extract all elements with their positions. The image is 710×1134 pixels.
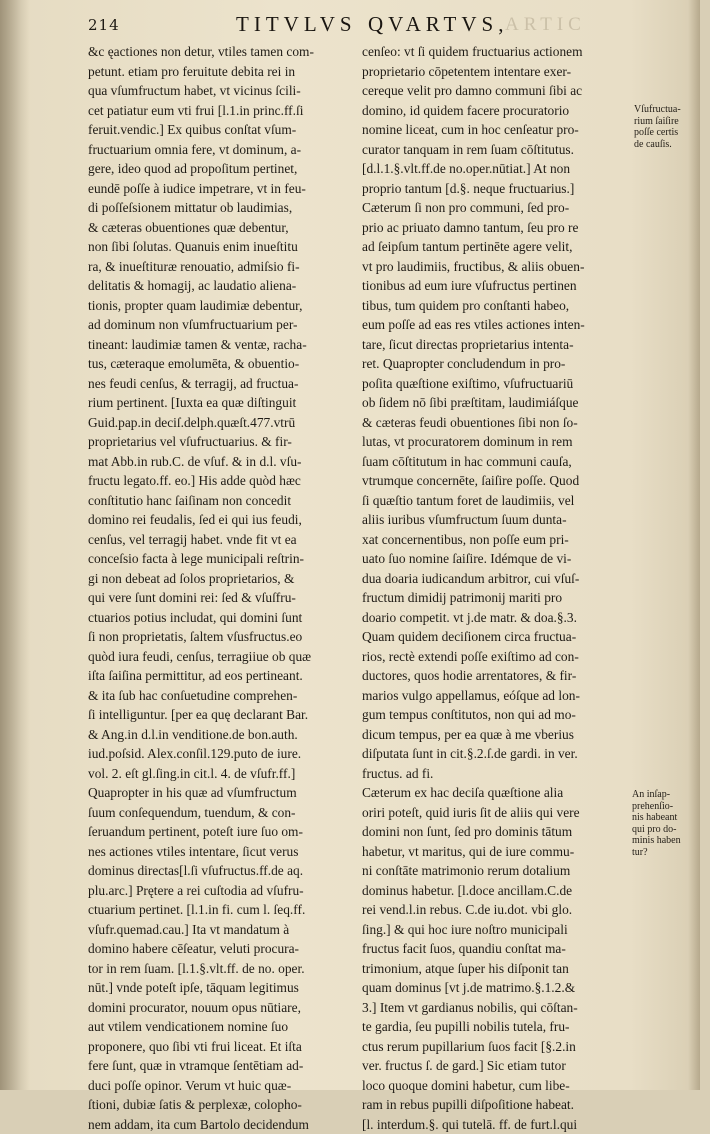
margin-note-line: prehenſio- bbox=[632, 801, 708, 813]
text-line: quòd iura feudi, cenſus, terragiiue ob quæ bbox=[88, 647, 358, 667]
text-line: 3.] Item vt gardianus nobilis, qui cōſtan- bbox=[362, 998, 632, 1018]
text-line: plu.arc.] Prętere a rei cuſtodia ad vſufru- bbox=[88, 881, 358, 901]
margin-note-question bbox=[632, 789, 708, 858]
page-number: 214 bbox=[88, 16, 120, 34]
text-line: tor in rem ſuam. [l.1.§.vlt.ff. de no. oper. bbox=[88, 959, 358, 979]
text-line: & cæteras feudi obuentiones ſibi non ſo- bbox=[362, 413, 632, 433]
text-line: fere ſunt, quæ in vtramque ſentētiam ad- bbox=[88, 1056, 358, 1076]
text-line: rei vend.l.in rebus. C.de iu.dot. vbi glo. bbox=[362, 900, 632, 920]
margin-note-line: tur? bbox=[632, 847, 708, 859]
text-line: fructuarium omnia fere, vt dominum, a- bbox=[88, 140, 358, 160]
text-line: domino, id quidem facere procuratorio bbox=[362, 101, 632, 121]
text-line: duci poſſe opinor. Verum vt huic quæ- bbox=[88, 1076, 358, 1096]
margin-note-line: Vſufructua- bbox=[634, 104, 710, 116]
text-line: gum tempus conſtitutos, non qui ad mo- bbox=[362, 705, 632, 725]
margin-note-line: de cauſis. bbox=[634, 139, 710, 151]
text-line: rium pertinent. [Iuxta ea quæ diſtinguit bbox=[88, 393, 358, 413]
text-line: conſtitutio hanc ſaiſinam non concedit bbox=[88, 491, 358, 511]
text-line: ſi quæſtio tantum foret de laudimiis, vel bbox=[362, 491, 632, 511]
text-line: non ſibi ſolutas. Quanuis enim inueſtitu bbox=[88, 237, 358, 257]
text-line: cenſus, vel terragij habet. vnde fit vt ea bbox=[88, 530, 358, 550]
text-line: poſita quæſtione exiſtimo, vſufructuariū bbox=[362, 374, 632, 394]
text-line: eum poſſe ad eas res vtiles actiones inten- bbox=[362, 315, 632, 335]
text-line: & Ang.in d.l.in venditione.de bon.auth. bbox=[88, 725, 358, 745]
text-line: Quam quidem deciſionem circa fructua- bbox=[362, 627, 632, 647]
text-line: ſuam cōſtitutum in hac communi cauſa, bbox=[362, 452, 632, 472]
text-line: quam dominus [vt j.de matrimo.§.1.2.& bbox=[362, 978, 632, 998]
text-line: delitatis & homagij, ac laudatio aliena- bbox=[88, 276, 358, 296]
text-line: cenſeo: vt ſi quidem fructuarius actionem bbox=[362, 42, 632, 62]
running-head-left: TITVLVS bbox=[236, 12, 357, 37]
text-line: dominus directas[l.ſi vſufructus.ff.de aq. bbox=[88, 861, 358, 881]
text-line: tineant: laudimiæ tamen & ventæ, racha- bbox=[88, 335, 358, 355]
text-line: conceſsio facta à lege municipali reſtrin- bbox=[88, 549, 358, 569]
page-edge-shadow bbox=[688, 0, 700, 1090]
text-line: ob ſidem nō ſibi præſtitam, laudimiáſque bbox=[362, 393, 632, 413]
text-line: aut vtilem vendicationem nomine ſuo bbox=[88, 1017, 358, 1037]
text-line: vtrumque concernēte, ſaiſire poſſe. Quod bbox=[362, 471, 632, 491]
text-line: domino rei feudalis, ſed ei qui ius feudi, bbox=[88, 510, 358, 530]
text-line: nomine liceat, cum in hoc cenſeatur pro- bbox=[362, 120, 632, 140]
text-line: gi non debeat ad ſolos proprietarios, & bbox=[88, 569, 358, 589]
margin-note-line: An inſap- bbox=[632, 789, 708, 801]
text-line: fructu legato.ff. eo.] His adde quòd hæc bbox=[88, 471, 358, 491]
text-line: & ita ſub hac conſuetudine comprehen- bbox=[88, 686, 358, 706]
text-line: ſeruandum pertinent, poteſt iure ſuo om- bbox=[88, 822, 358, 842]
text-line: te gardia, ſeu pupilli nobilis tutela, fru- bbox=[362, 1017, 632, 1037]
text-line: fructus. ad fi. bbox=[362, 764, 632, 784]
text-line: tionibus ad eum iure vſufructus pertinen bbox=[362, 276, 632, 296]
text-line: [d.l.1.§.vlt.ff.de no.oper.nūtiat.] At non bbox=[362, 159, 632, 179]
text-line: dua doaria iudicandum arbitror, cui vſuſ- bbox=[362, 569, 632, 589]
text-line: oriri poteſt, quid iuris ſit de aliis qui vere bbox=[362, 803, 632, 823]
text-line: ſi intelliguntur. [per ea quę declarant Bar. bbox=[88, 705, 358, 725]
text-line: ra, & inueſtituræ renouatio, admiſsio fi- bbox=[88, 257, 358, 277]
text-line: gere, ideo quod ad propoſitum pertinet, bbox=[88, 159, 358, 179]
text-line: dicum tempus, per ea quæ à me vberius bbox=[362, 725, 632, 745]
text-line: marios vulgo appellamus, eóſque ad lon- bbox=[362, 686, 632, 706]
text-line: dominus habetur. [l.doce ancillam.C.de bbox=[362, 881, 632, 901]
margin-note-line: rium ſaiſire bbox=[634, 116, 710, 128]
text-line: vt pro laudimiis, fructibus, & aliis obuen- bbox=[362, 257, 632, 277]
text-line: doario competit. vt j.de matr. & doa.§.3. bbox=[362, 608, 632, 628]
text-line: rios, rectè extendi poſſe exiſtimo ad con- bbox=[362, 647, 632, 667]
text-line: ſing.] & qui hoc iure noſtro municipali bbox=[362, 920, 632, 940]
right-text-column bbox=[362, 42, 632, 1134]
text-line: ctuarios potius includat, qui domini ſunt bbox=[88, 608, 358, 628]
text-line: Guid.pap.in deciſ.delph.quæſt.477.vtrū bbox=[88, 413, 358, 433]
text-line: iud.poſsid. Alex.conſil.129.puto de iure. bbox=[88, 744, 358, 764]
margin-note-line: nis habeant bbox=[632, 812, 708, 824]
text-line: nes feudi cenſus, & terragij, ad fructua- bbox=[88, 374, 358, 394]
text-line: ver. fructus ſ. de gard.] Sic etiam tutor bbox=[362, 1056, 632, 1076]
text-line: nes actiones vtiles intentare, ſicut verus bbox=[88, 842, 358, 862]
text-line: qua vſumfructum habet, vt vicinus ſcili- bbox=[88, 81, 358, 101]
text-line: xat concernentibus, non poſſe eum pri- bbox=[362, 530, 632, 550]
text-line: nūt.] vnde poteſt ipſe, tāquam legitimus bbox=[88, 978, 358, 998]
text-line: diſputata ſunt in cit.§.2.ſ.de gardi. in ver. bbox=[362, 744, 632, 764]
text-line: cereque velit pro damno communi ſibi ac bbox=[362, 81, 632, 101]
text-line: domino habere cēſeatur, veluti procura- bbox=[88, 939, 358, 959]
left-text-column bbox=[88, 42, 358, 1134]
running-head-right: QVARTVS, bbox=[368, 12, 508, 37]
text-line: cet patiatur eum vti frui [l.1.in princ.ff.ſi bbox=[88, 101, 358, 121]
text-line: &c ęactiones non detur, vtiles tamen com- bbox=[88, 42, 358, 62]
text-line: fructum dimidij patrimonij mariti pro bbox=[362, 588, 632, 608]
text-line: loco quoque domini habetur, cum libe- bbox=[362, 1076, 632, 1096]
text-line: qui vere ſunt domini rei: ſed & vſuſfru- bbox=[88, 588, 358, 608]
text-line: ni conſtāte matrimonio rerum dotalium bbox=[362, 861, 632, 881]
text-line: nem addam, ita cum Bartolo decidendum bbox=[88, 1115, 358, 1134]
text-line: aliis iuribus vſumfructum ſuum dunta- bbox=[362, 510, 632, 530]
gutter-shadow bbox=[0, 0, 30, 1090]
text-line: domini procurator, nouum opus nūtiare, bbox=[88, 998, 358, 1018]
text-line: lutas, vt procuratorem dominum in rem bbox=[362, 432, 632, 452]
text-line: Cæterum ex hac deciſa quæſtione alia bbox=[362, 783, 632, 803]
text-line: uato ſuo nomine ſaiſire. Idémque de vi- bbox=[362, 549, 632, 569]
text-line: vol. 2. eſt gl.ſing.in cit.l. 4. de vſufr.ff.] bbox=[88, 764, 358, 784]
text-line: trimonium, atque ſuper his diſponit tan bbox=[362, 959, 632, 979]
text-line: tus, cæteraque emolumēta, & obuentio- bbox=[88, 354, 358, 374]
text-line: ctus rerum pupillarium ſuos facit [§.2.in bbox=[362, 1037, 632, 1057]
text-line: ad ſeipſum tantum pertinēte agere velit, bbox=[362, 237, 632, 257]
text-line: & cæteras obuentiones quæ debentur, bbox=[88, 218, 358, 238]
text-line: curator tanquam in rem ſuam cōſtitutus. bbox=[362, 140, 632, 160]
margin-note-line: qui pro do- bbox=[632, 824, 708, 836]
text-line: proprietario cōpetentem intentare exer- bbox=[362, 62, 632, 82]
text-line: ret. Quapropter concludendum in pro- bbox=[362, 354, 632, 374]
text-line: proprietarius vel vſufructuarius. & fir- bbox=[88, 432, 358, 452]
text-line: tibus, tum quidem pro conſtanti habeo, bbox=[362, 296, 632, 316]
text-line: [l. interdum.§. qui tutelā. ff. de furt.l.qui bbox=[362, 1115, 632, 1134]
text-line: Cæterum ſi non pro communi, ſed pro- bbox=[362, 198, 632, 218]
text-line: proponere, quo ſibi vti frui liceat. Et iſta bbox=[88, 1037, 358, 1057]
margin-note-usufruct bbox=[634, 104, 710, 150]
text-line: petunt. etiam pro feruitute debita rei in bbox=[88, 62, 358, 82]
text-line: tare, ſicut directas proprietarius intenta- bbox=[362, 335, 632, 355]
text-line: prio ac priuato damno tantum, ſeu pro re bbox=[362, 218, 632, 238]
text-line: feruit.vendic.] Ex quibus conſtat vſum- bbox=[88, 120, 358, 140]
text-line: fructus facit ſuos, quandiu conſtat ma- bbox=[362, 939, 632, 959]
text-line: ductores, quos hodie arrentatores, & fir- bbox=[362, 666, 632, 686]
text-line: ram in rebus pupilli diſpoſitione habeat. bbox=[362, 1095, 632, 1115]
text-line: iſta ſaiſina permittitur, ad eos pertineant. bbox=[88, 666, 358, 686]
text-line: domini non ſunt, ſed pro dominis tātum bbox=[362, 822, 632, 842]
text-line: eundē poſſe à iudice impetrare, vt in feu- bbox=[88, 179, 358, 199]
text-line: habetur, vt maritus, qui de iure commu- bbox=[362, 842, 632, 862]
show-through-text: ARTIC bbox=[505, 14, 586, 36]
text-line: Quapropter in his quæ ad vſumfructum bbox=[88, 783, 358, 803]
text-line: proprio tantum [d.§. neque fructuarius.] bbox=[362, 179, 632, 199]
text-line: tionis, propter quam laudimiæ debentur, bbox=[88, 296, 358, 316]
text-line: ctuarium pertinet. [l.1.in fi. cum l. ſeq.ff. bbox=[88, 900, 358, 920]
text-line: ſi non proprietatis, ſaltem vſusfructus.eo bbox=[88, 627, 358, 647]
text-line: ad dominum non vſumfructuarium per- bbox=[88, 315, 358, 335]
margin-note-line: poſſe certis bbox=[634, 127, 710, 139]
text-line: mat Abb.in rub.C. de vſuf. & in d.l. vſu- bbox=[88, 452, 358, 472]
text-line: vſufr.quemad.cau.] Ita vt mandatum à bbox=[88, 920, 358, 940]
margin-note-line: minis haben bbox=[632, 835, 708, 847]
text-line: ſuum conſequendum, tuendum, & con- bbox=[88, 803, 358, 823]
text-line: ſtioni, dubiæ ſatis & perplexæ, colopho- bbox=[88, 1095, 358, 1115]
text-line: di poſſeſsionem mittatur ob laudimias, bbox=[88, 198, 358, 218]
